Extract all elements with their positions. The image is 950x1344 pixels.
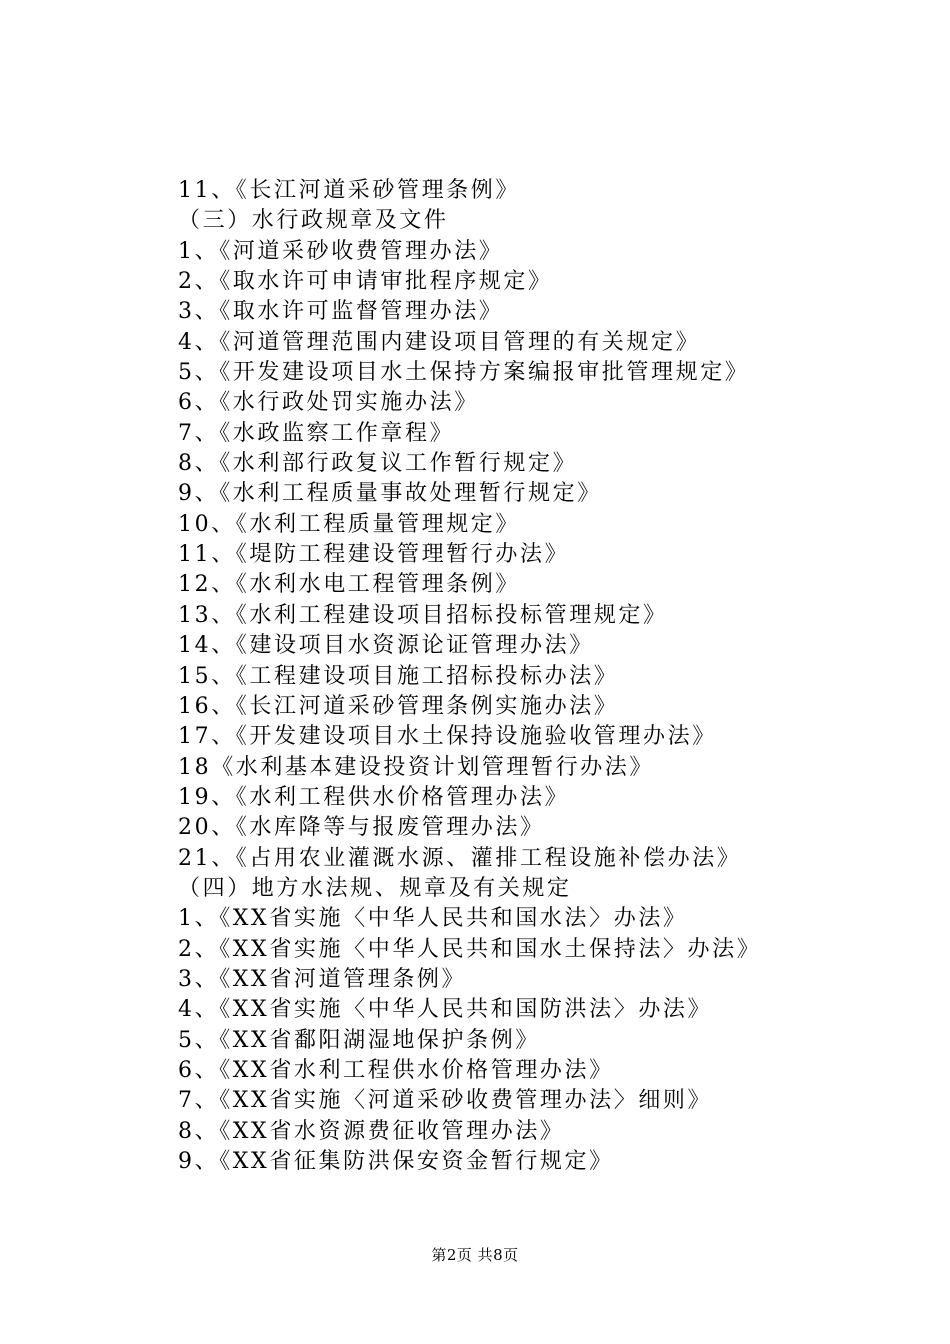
section-heading: （四）地方水法规、规章及有关规定 xyxy=(178,875,572,901)
list-item: 17、《开发建设项目水土保持设施验收管理办法》 xyxy=(178,724,717,750)
list-item: 7、《水政监察工作章程》 xyxy=(178,420,455,446)
list-item: 21、《占用农业灌溉水源、灌排工程设施补偿办法》 xyxy=(178,845,742,871)
list-item: 11、《长江河道采砂管理条例》 xyxy=(178,178,520,203)
list-item: 15、《工程建设项目施工招标投标办法》 xyxy=(178,663,619,689)
list-item: 13、《水利工程建设项目招标投标管理规定》 xyxy=(178,602,668,628)
list-item: 1、《河道采砂收费管理办法》 xyxy=(178,238,504,264)
list-item: 19、《水利工程供水价格管理办法》 xyxy=(178,784,570,810)
list-item: 7、《XX省实施〈河道采砂收费管理办法〉细则》 xyxy=(178,1088,713,1114)
list-item: 16、《长江河道采砂管理条例实施办法》 xyxy=(178,693,619,719)
page-number-footer: 第2页 共8页 xyxy=(431,1246,519,1264)
list-item: 6、《水行政处罚实施办法》 xyxy=(178,390,479,416)
list-item: 6、《XX省水利工程供水价格管理办法》 xyxy=(178,1057,614,1083)
list-item: 1、《XX省实施〈中华人民共和国水法〉办法》 xyxy=(178,906,688,932)
list-item: 18《水利基本建设投资计划管理暂行办法》 xyxy=(178,754,654,780)
list-item: 9、《水利工程质量事故处理暂行规定》 xyxy=(178,481,602,507)
list-item: 8、《XX省水资源费征收管理办法》 xyxy=(178,1118,565,1144)
list-item: 2、《取水许可申请审批程序规定》 xyxy=(178,269,553,295)
list-item: 8、《水利部行政复议工作暂行规定》 xyxy=(178,451,578,477)
list-item: 9、《XX省征集防洪保安资金暂行规定》 xyxy=(178,1149,614,1174)
list-item: 10、《水利工程质量管理规定》 xyxy=(178,511,520,537)
list-item: 4、《河道管理范围内建设项目管理的有关规定》 xyxy=(178,329,701,355)
list-item: 2、《XX省实施〈中华人民共和国水土保持法〉办法》 xyxy=(178,936,762,962)
list-item: 3、《XX省河道管理条例》 xyxy=(178,966,467,992)
list-item: 5、《XX省鄱阳湖湿地保护条例》 xyxy=(178,1027,540,1053)
list-item: 5、《开发建设项目水土保持方案编报审批管理规定》 xyxy=(178,360,750,386)
list-item: 4、《XX省实施〈中华人民共和国防洪法〉办法》 xyxy=(178,997,713,1023)
list-item: 3、《取水许可监督管理办法》 xyxy=(178,299,504,325)
list-item: 12、《水利水电工程管理条例》 xyxy=(178,572,520,598)
document-body xyxy=(178,176,878,1177)
list-item: 14、《建设项目水资源论证管理办法》 xyxy=(178,633,594,659)
list-item: 11、《堤防工程建设管理暂行办法》 xyxy=(178,542,570,568)
section-heading: （三）水行政规章及文件 xyxy=(178,208,449,234)
list-item: 20、《水库降等与报废管理办法》 xyxy=(178,815,545,841)
